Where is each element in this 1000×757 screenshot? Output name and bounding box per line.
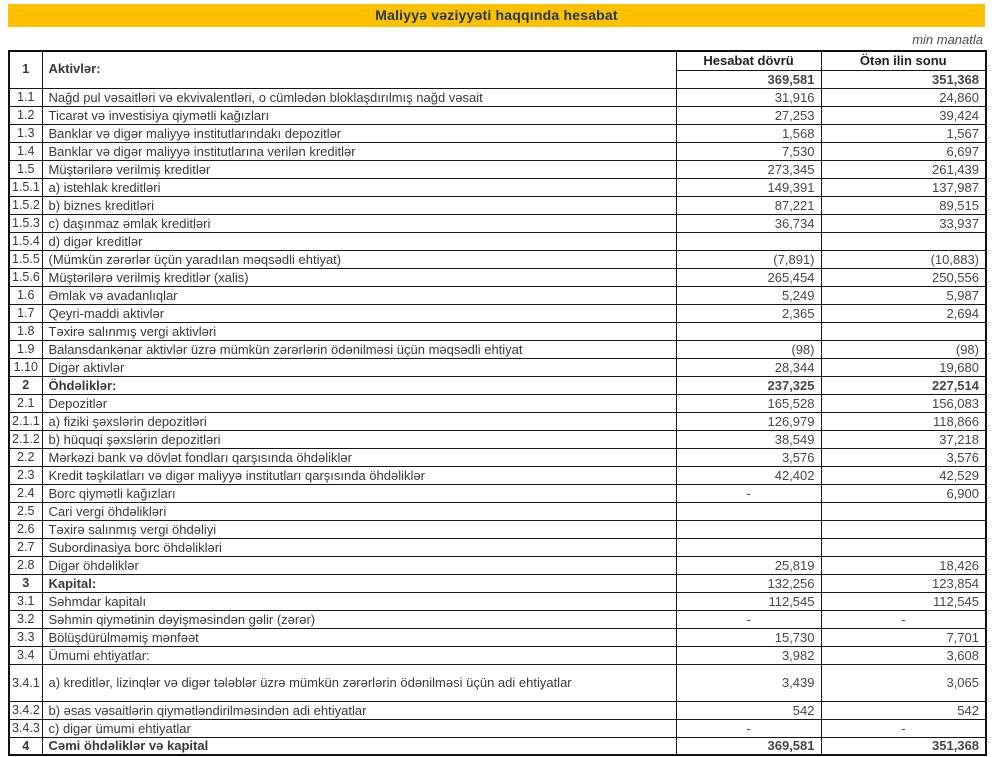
table-row	[9, 538, 986, 556]
value-previous: 6,697	[821, 142, 986, 160]
table-row	[9, 160, 986, 178]
row-label: Digər aktivlər	[42, 358, 676, 376]
value-current: 28,344	[676, 358, 821, 376]
row-label: Aktivlər:	[42, 51, 676, 88]
value-current: 369,581	[676, 70, 821, 88]
table-row	[9, 88, 986, 106]
row-number: 1.7	[9, 304, 42, 322]
table-row	[9, 106, 986, 124]
row-label: Cari vergi öhdəlikləri	[42, 502, 676, 520]
value-current: 3,576	[676, 448, 821, 466]
value-current: 3,439	[676, 664, 821, 701]
value-current: 27,253	[676, 106, 821, 124]
value-previous: 6,900	[821, 484, 986, 502]
row-label: Bölüşdürülməmiş mənfəət	[42, 628, 676, 646]
value-previous: 351,368	[821, 70, 986, 88]
value-previous	[821, 520, 986, 538]
value-previous: 89,515	[821, 196, 986, 214]
row-number: 2	[9, 376, 42, 394]
row-label: Depozitlər	[42, 394, 676, 412]
table-row	[9, 701, 986, 719]
row-number: 3.4.1	[9, 664, 42, 701]
row-number: 2.4	[9, 484, 42, 502]
value-previous: 123,854	[821, 574, 986, 592]
row-label: Öhdəliklər:	[42, 376, 676, 394]
value-previous: 227,514	[821, 376, 986, 394]
table-row	[9, 304, 986, 322]
table-row	[9, 719, 986, 737]
row-number: 1.8	[9, 322, 42, 340]
table-body	[9, 51, 986, 755]
row-number: 1.5.5	[9, 250, 42, 268]
row-label: Ümumi ehtiyatlar:	[42, 646, 676, 664]
value-previous	[821, 232, 986, 250]
value-current: 1,568	[676, 124, 821, 142]
row-label: Müştərilərə verilmiş kreditlər	[42, 160, 676, 178]
row-number: 1.9	[9, 340, 42, 358]
value-current: 7,530	[676, 142, 821, 160]
table-row	[9, 232, 986, 250]
row-number: 2.3	[9, 466, 42, 484]
value-current: 5,249	[676, 286, 821, 304]
value-previous: 33,937	[821, 214, 986, 232]
column-header-previous-year-end: Ötən ilin sonu	[821, 51, 986, 70]
value-current	[676, 520, 821, 538]
table-row	[9, 142, 986, 160]
row-label: Banklar və digər maliyyə institutlarındakı depozitlər	[42, 124, 676, 142]
value-current: -	[676, 484, 821, 502]
value-current: 149,391	[676, 178, 821, 196]
table-row	[9, 556, 986, 574]
row-label: Mərkəzi bank və dövlət fondları qarşısında öhdəliklər	[42, 448, 676, 466]
unit-note: min manatla	[912, 32, 983, 47]
table-row	[9, 610, 986, 628]
value-current: 369,581	[676, 737, 821, 755]
row-number: 3	[9, 574, 42, 592]
table-row	[9, 268, 986, 286]
value-current: 165,528	[676, 394, 821, 412]
value-current: 542	[676, 701, 821, 719]
table-row	[9, 737, 986, 755]
value-previous: -	[821, 610, 986, 628]
financial-position-table	[8, 50, 987, 756]
row-number: 3.4	[9, 646, 42, 664]
table-row	[9, 394, 986, 412]
table-row	[9, 466, 986, 484]
row-label: a) fiziki şəxslərin depozitləri	[42, 412, 676, 430]
row-label: Ticarət və investisiya qiymətli kağızları	[42, 106, 676, 124]
value-current: (7,891)	[676, 250, 821, 268]
row-label: Səhmin qiymətinin dəyişməsindən gəlir (zərər)	[42, 610, 676, 628]
value-previous: 3,608	[821, 646, 986, 664]
table-row	[9, 214, 986, 232]
value-previous: 42,529	[821, 466, 986, 484]
row-number: 2.6	[9, 520, 42, 538]
row-label: Cəmi öhdəliklər və kapital	[42, 737, 676, 755]
row-label: Balansdankənar aktivlər üzrə mümkün zərərlərin ödənilməsi üçün məqsədli ehtiyat	[42, 340, 676, 358]
row-label: c) daşınmaz əmlak kreditləri	[42, 214, 676, 232]
value-current: 87,221	[676, 196, 821, 214]
value-previous: 3,065	[821, 664, 986, 701]
value-previous	[821, 502, 986, 520]
row-label: Təxirə salınmış vergi öhdəliyi	[42, 520, 676, 538]
row-label: b) biznes kreditləri	[42, 196, 676, 214]
value-current: 2,365	[676, 304, 821, 322]
value-current	[676, 322, 821, 340]
table-row	[9, 286, 986, 304]
value-previous: 250,556	[821, 268, 986, 286]
value-previous: 39,424	[821, 106, 986, 124]
row-number: 2.1.2	[9, 430, 42, 448]
value-current: 36,734	[676, 214, 821, 232]
table-row	[9, 628, 986, 646]
row-number: 1.5.1	[9, 178, 42, 196]
row-label: Subordinasiya borc öhdəlikləri	[42, 538, 676, 556]
value-current: 15,730	[676, 628, 821, 646]
value-previous: 37,218	[821, 430, 986, 448]
row-label: b) hüquqi şəxslərin depozitləri	[42, 430, 676, 448]
table-row	[9, 592, 986, 610]
value-previous: 156,083	[821, 394, 986, 412]
value-current: 112,545	[676, 592, 821, 610]
value-current: 265,454	[676, 268, 821, 286]
report-title: Maliyyə vəziyyəti haqqında hesabat	[8, 4, 985, 27]
row-number: 1.5.6	[9, 268, 42, 286]
value-previous: 112,545	[821, 592, 986, 610]
table-row	[9, 358, 986, 376]
row-number: 2.5	[9, 502, 42, 520]
row-number: 1	[9, 51, 42, 88]
row-label: Banklar və digər maliyyə institutlarına verilən kreditlər	[42, 142, 676, 160]
value-current: 273,345	[676, 160, 821, 178]
table-row	[9, 250, 986, 268]
value-previous: -	[821, 719, 986, 737]
row-number: 3.2	[9, 610, 42, 628]
row-number: 2.1.1	[9, 412, 42, 430]
row-number: 3.3	[9, 628, 42, 646]
row-label: Nağd pul vəsaitləri və ekvivalentləri, o cümlədən bloklaşdırılmış nağd vəsait	[42, 88, 676, 106]
row-label: Qeyri-maddi aktivlər	[42, 304, 676, 322]
value-current: 237,325	[676, 376, 821, 394]
value-previous: 7,701	[821, 628, 986, 646]
table-row	[9, 574, 986, 592]
table-row	[9, 124, 986, 142]
table-row	[9, 484, 986, 502]
row-number: 1.10	[9, 358, 42, 376]
row-number: 1.3	[9, 124, 42, 142]
value-current: 126,979	[676, 412, 821, 430]
row-label: Müştərilərə verilmiş kreditlər (xalis)	[42, 268, 676, 286]
value-previous: 18,426	[821, 556, 986, 574]
value-previous: 542	[821, 701, 986, 719]
column-header-current-period: Hesabat dövrü	[676, 51, 821, 70]
row-label: Təxirə salınmış vergi aktivləri	[42, 322, 676, 340]
row-label: d) digər kreditlər	[42, 232, 676, 250]
row-label: Borc qiymətli kağızları	[42, 484, 676, 502]
row-label: c) digər ümumi ehtiyatlar	[42, 719, 676, 737]
value-previous: (10,883)	[821, 250, 986, 268]
value-current: 31,916	[676, 88, 821, 106]
table-row	[9, 502, 986, 520]
value-previous: 118,866	[821, 412, 986, 430]
table-row	[9, 376, 986, 394]
value-previous: 3,576	[821, 448, 986, 466]
row-number: 1.6	[9, 286, 42, 304]
table-row	[9, 664, 986, 701]
value-current: 132,256	[676, 574, 821, 592]
value-previous: 5,987	[821, 286, 986, 304]
table-row	[9, 178, 986, 196]
value-previous: 351,368	[821, 737, 986, 755]
row-number: 3.4.2	[9, 701, 42, 719]
row-label: a) istehlak kreditləri	[42, 178, 676, 196]
value-current: 38,549	[676, 430, 821, 448]
table-row	[9, 520, 986, 538]
row-number: 1.5	[9, 160, 42, 178]
row-label: Kapital:	[42, 574, 676, 592]
value-previous: 137,987	[821, 178, 986, 196]
table-row	[9, 448, 986, 466]
table-row	[9, 646, 986, 664]
table-row	[9, 196, 986, 214]
value-current: 3,982	[676, 646, 821, 664]
value-current: -	[676, 610, 821, 628]
value-previous: 2,694	[821, 304, 986, 322]
row-number: 2.1	[9, 394, 42, 412]
row-label: b) əsas vəsaitlərin qiymətləndirilməsindən adi ehtiyatlar	[42, 701, 676, 719]
value-previous: 24,860	[821, 88, 986, 106]
value-current: 25,819	[676, 556, 821, 574]
value-current	[676, 232, 821, 250]
value-previous: 19,680	[821, 358, 986, 376]
row-number: 2.8	[9, 556, 42, 574]
table-row	[9, 412, 986, 430]
row-label: (Mümkün zərərlər üçün yaradılan məqsədli ehtiyat)	[42, 250, 676, 268]
value-previous: (98)	[821, 340, 986, 358]
value-previous	[821, 538, 986, 556]
table-header-row	[9, 51, 986, 70]
value-current	[676, 502, 821, 520]
row-number: 2.2	[9, 448, 42, 466]
row-number: 1.4	[9, 142, 42, 160]
row-label: Kredit təşkilatları və digər maliyyə institutları qarşısında öhdəliklər	[42, 466, 676, 484]
table-row	[9, 430, 986, 448]
row-number: 2.7	[9, 538, 42, 556]
row-label: Səhmdar kapitalı	[42, 592, 676, 610]
row-number: 1.1	[9, 88, 42, 106]
row-number: 3.4.3	[9, 719, 42, 737]
row-label: Digər öhdəliklər	[42, 556, 676, 574]
value-previous	[821, 322, 986, 340]
row-label: Əmlak və avadanlıqlar	[42, 286, 676, 304]
row-number: 4	[9, 737, 42, 755]
row-number: 1.2	[9, 106, 42, 124]
table-row	[9, 340, 986, 358]
row-label: a) kreditlər, lizinqlər və digər tələblər üzrə mümkün zərərlərin ödənilməsi üçün adi ehtiyatlar	[42, 664, 676, 701]
value-current	[676, 538, 821, 556]
value-previous: 261,439	[821, 160, 986, 178]
value-current: (98)	[676, 340, 821, 358]
value-previous: 1,567	[821, 124, 986, 142]
row-number: 3.1	[9, 592, 42, 610]
row-number: 1.5.2	[9, 196, 42, 214]
value-current: 42,402	[676, 466, 821, 484]
row-number: 1.5.4	[9, 232, 42, 250]
value-current: -	[676, 719, 821, 737]
table-row	[9, 322, 986, 340]
row-number: 1.5.3	[9, 214, 42, 232]
